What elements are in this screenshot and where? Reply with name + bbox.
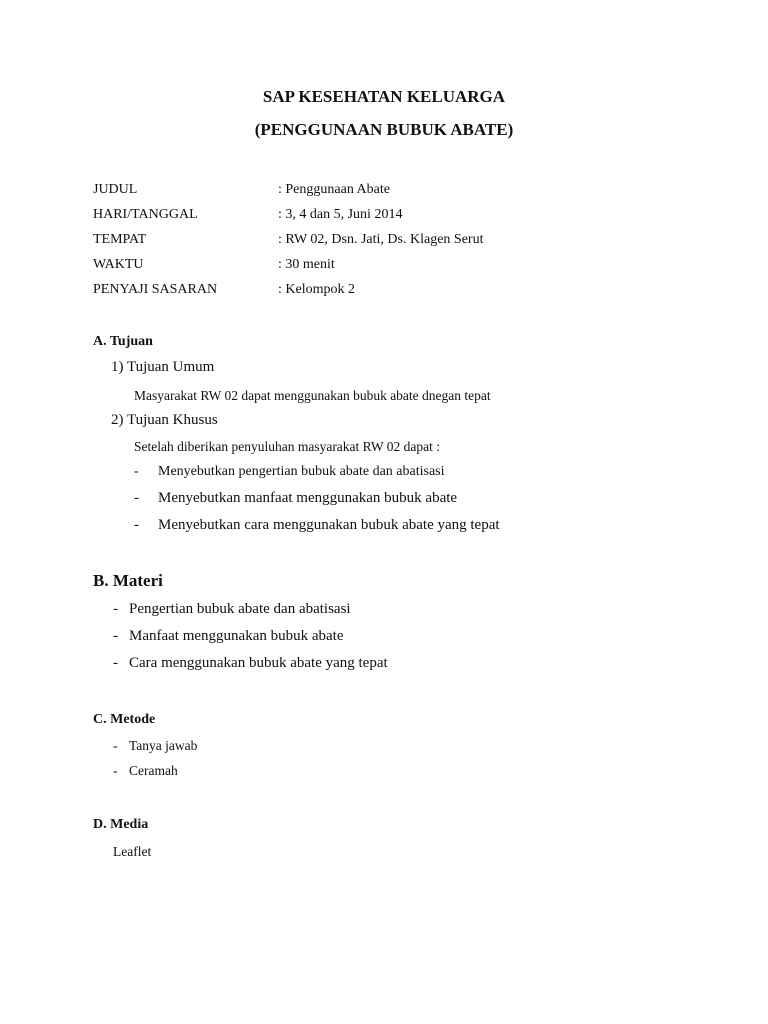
meta-value: : 30 menit (278, 257, 335, 272)
bullet: - (113, 738, 118, 753)
meta-label: PENYAJI SASARAN (93, 282, 218, 297)
list-item: Tanya jawab (129, 738, 198, 753)
meta-label: TEMPAT (93, 232, 147, 247)
bullet: - (113, 628, 118, 644)
list-item: Pengertian bubuk abate dan abatisasi (129, 601, 351, 617)
list-item: Menyebutkan cara menggunakan bubuk abate yang tepat (158, 517, 500, 533)
bullet: - (134, 490, 139, 506)
tujuan-khusus-intro: Setelah diberikan penyuluhan masyarakat RW 02 dapat : (134, 439, 441, 454)
meta-value: : 3, 4 dan 5, Juni 2014 (278, 207, 403, 222)
meta-value: : Kelompok 2 (278, 282, 355, 297)
section-heading-metode: C. Metode (93, 712, 156, 727)
meta-label: HARI/TANGGAL (93, 207, 198, 222)
bullet: - (113, 763, 118, 778)
bullet: - (113, 601, 118, 617)
tujuan-umum-label: 1) Tujuan Umum (111, 359, 215, 375)
bullet: - (113, 655, 118, 671)
list-item: Menyebutkan pengertian bubuk abate dan abatisasi (158, 464, 445, 479)
section-heading-materi: B. Materi (93, 571, 163, 590)
list-item: Manfaat menggunakan bubuk abate (129, 628, 344, 644)
meta-label: JUDUL (93, 182, 138, 197)
document-title: SAP KESEHATAN KELUARGA (262, 87, 506, 106)
meta-value: : Penggunaan Abate (278, 182, 390, 197)
section-heading-media: D. Media (93, 817, 149, 832)
tujuan-umum-text: Masyarakat RW 02 dapat menggunakan bubuk abate dnegan tepat (134, 388, 491, 403)
media-text: Leaflet (113, 844, 152, 859)
meta-value: : RW 02, Dsn. Jati, Ds. Klagen Serut (278, 232, 484, 247)
bullet: - (134, 517, 139, 533)
list-item: Ceramah (129, 763, 178, 778)
tujuan-khusus-label: 2) Tujuan Khusus (111, 412, 218, 428)
list-item: Menyebutkan manfaat menggunakan bubuk abate (158, 490, 458, 506)
section-heading-tujuan: A. Tujuan (93, 334, 153, 349)
list-item: Cara menggunakan bubuk abate yang tepat (129, 655, 388, 671)
document-subtitle: (PENGGUNAAN BUBUK ABATE) (254, 120, 514, 139)
meta-label: WAKTU (93, 257, 144, 272)
bullet: - (134, 464, 139, 479)
